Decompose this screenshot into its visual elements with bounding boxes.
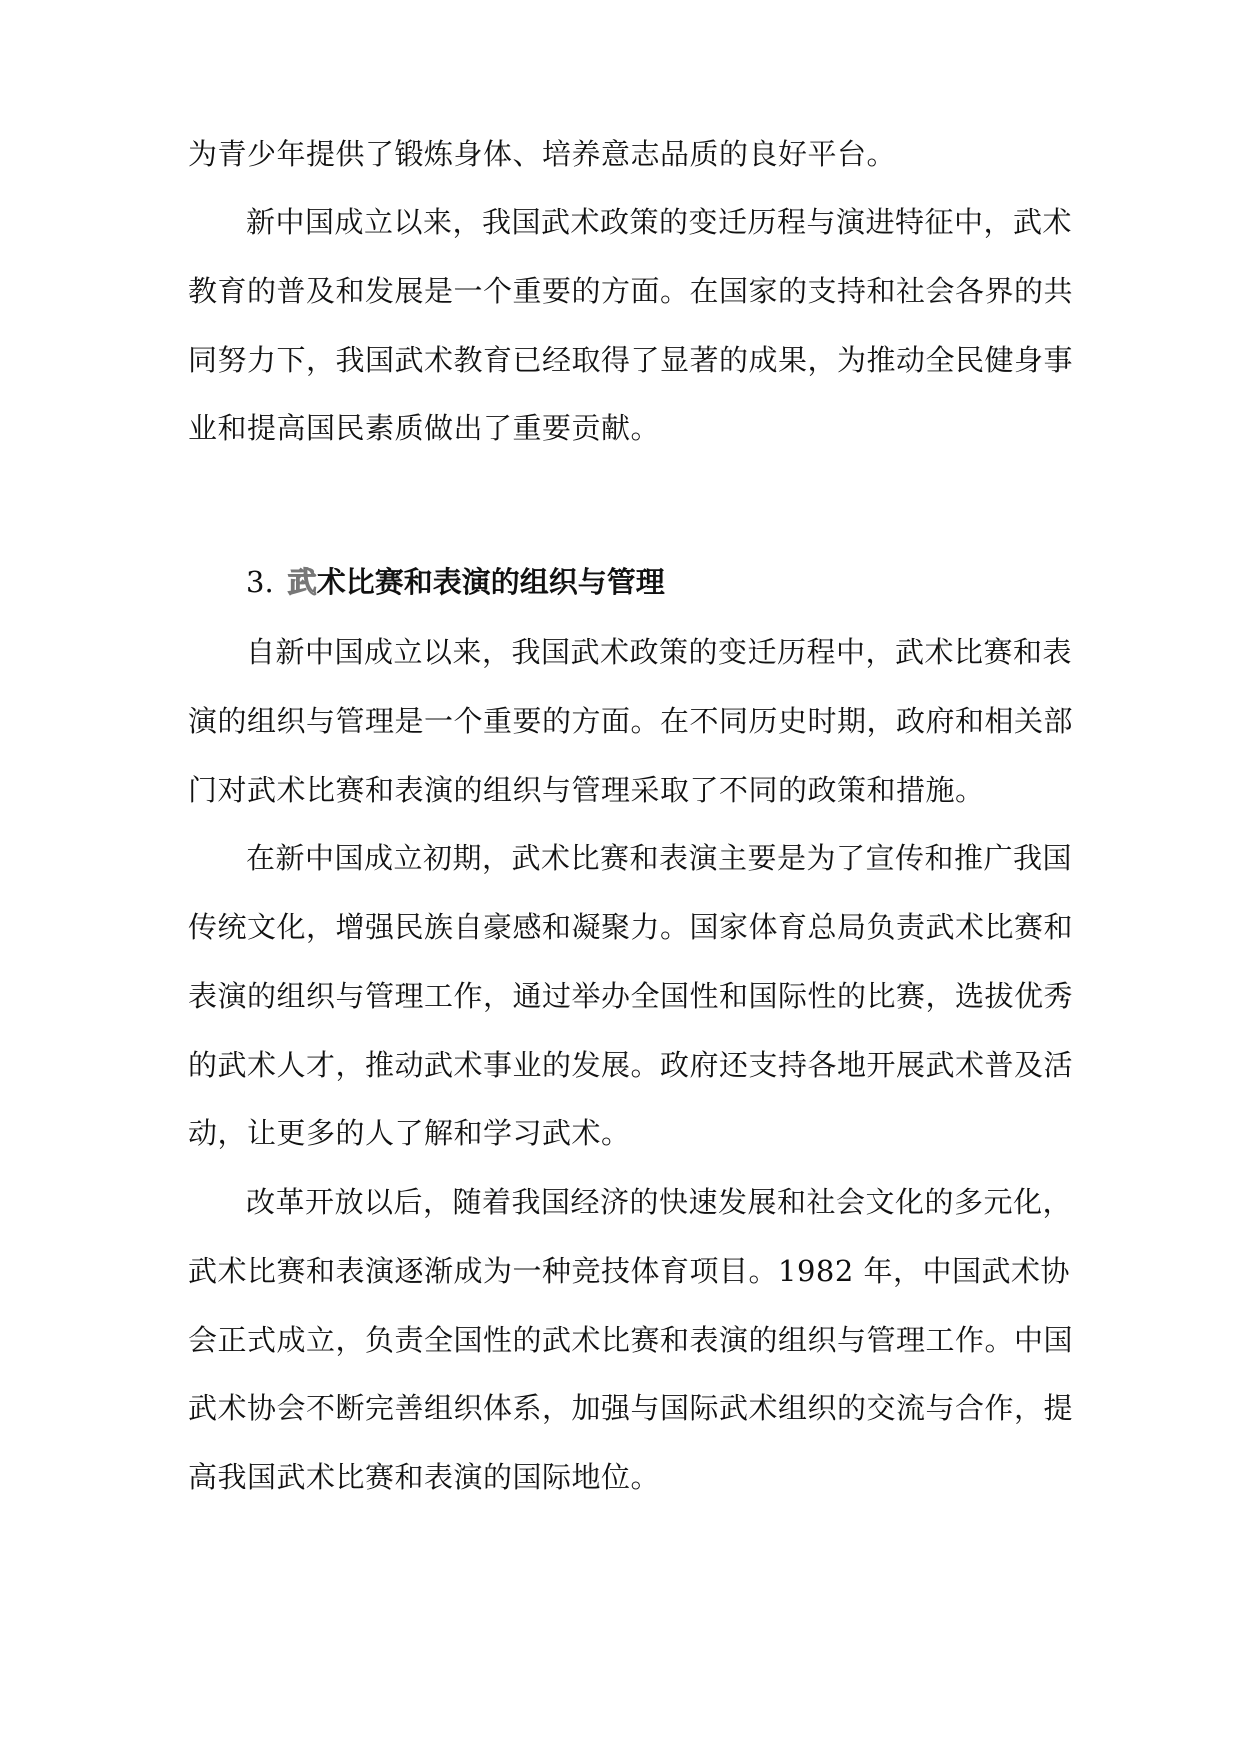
- paragraph-5-line-1: 改革开放以后，随着我国经济的快速发展和社会文化的多元化，: [246, 1185, 1073, 1219]
- paragraph-4-line-3: 表演的组织与管理工作，通过举办全国性和国际性的比赛，选拔优秀: [188, 979, 1074, 1013]
- paragraph-2-line-1: 新中国成立以来，我国武术政策的变迁历程与演进特征中，武术: [246, 205, 1073, 239]
- paragraph-5-line-2: 武术比赛和表演逐渐成为一种竞技体育项目。1982 年，中国武术协: [188, 1254, 1071, 1288]
- paragraph-4-line-1: 在新中国成立初期，武术比赛和表演主要是为了宣传和推广我国: [246, 841, 1073, 875]
- section-heading-first-char: 武: [287, 565, 317, 599]
- paragraph-3-line-3: 门对武术比赛和表演的组织与管理采取了不同的政策和措施。: [188, 773, 985, 807]
- paragraph-5-line-5: 高我国武术比赛和表演的国际地位。: [188, 1460, 661, 1494]
- paragraph-5-line-3: 会正式成立，负责全国性的武术比赛和表演的组织与管理工作。中国: [188, 1323, 1074, 1357]
- paragraph-2-line-2: 教育的普及和发展是一个重要的方面。在国家的支持和社会各界的共: [188, 274, 1074, 308]
- paragraph-3-line-2: 演的组织与管理是一个重要的方面。在不同历史时期，政府和相关部: [188, 704, 1074, 738]
- section-heading-text: 术比赛和表演的组织与管理: [316, 565, 665, 599]
- section-heading: [246, 562, 665, 602]
- paragraph-2-line-3: 同努力下，我国武术教育已经取得了显著的成果，为推动全民健身事: [188, 343, 1074, 377]
- paragraph-3-line-1: 自新中国成立以来，我国武术政策的变迁历程中，武术比赛和表: [246, 635, 1073, 669]
- paragraph-2-line-4: 业和提高国民素质做出了重要贡献。: [188, 411, 661, 445]
- paragraph-4-line-5: 动，让更多的人了解和学习武术。: [188, 1116, 631, 1150]
- paragraph-5-line-4: 武术协会不断完善组织体系，加强与国际武术组织的交流与合作，提: [188, 1391, 1074, 1425]
- paragraph-4-line-4: 的武术人才，推动武术事业的发展。政府还支持各地开展武术普及活: [188, 1048, 1074, 1082]
- section-heading-number: 3.: [246, 565, 274, 599]
- paragraph-4-line-2: 传统文化，增强民族自豪感和凝聚力。国家体育总局负责武术比赛和: [188, 910, 1074, 944]
- paragraph-1-line-1: 为青少年提供了锻炼身体、培养意志品质的良好平台。: [188, 137, 897, 171]
